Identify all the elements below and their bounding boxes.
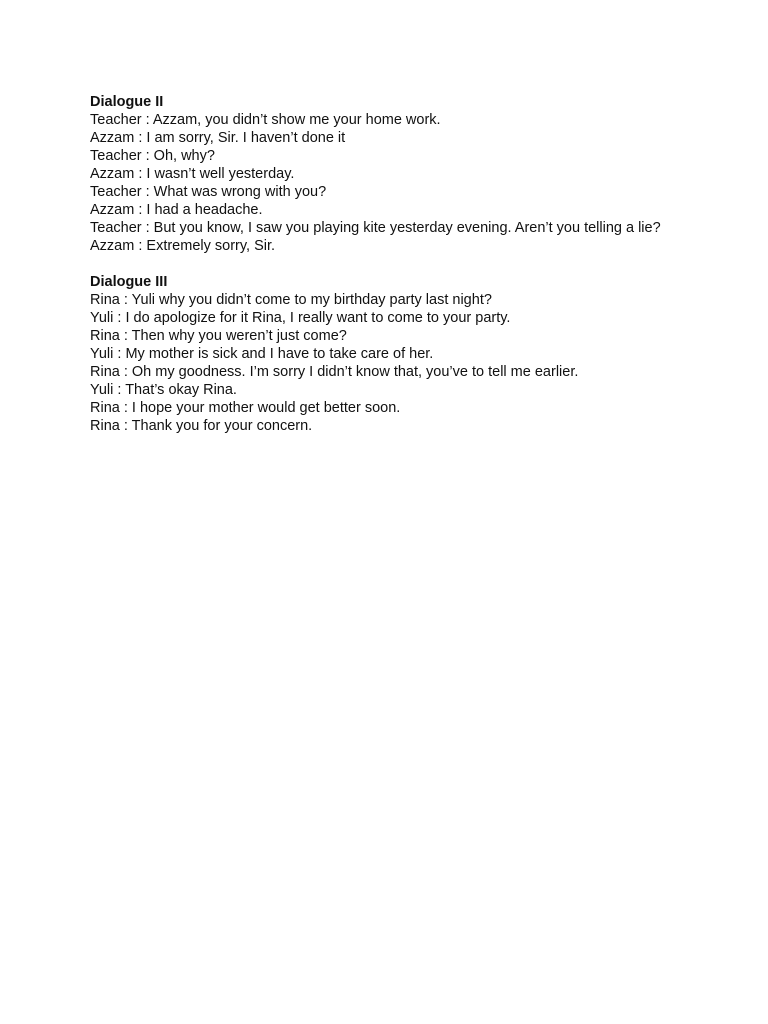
dialogue-3	[90, 273, 690, 435]
dialogue-line: Teacher : But you know, I saw you playing kite yesterday evening. Aren’t you telling a lie?	[90, 220, 661, 236]
dialogue-line: Rina : Then why you weren’t just come?	[90, 328, 347, 344]
dialogue-line: Azzam : I wasn’t well yesterday.	[90, 166, 295, 182]
dialogue-line: Azzam : I had a headache.	[90, 202, 263, 218]
dialogue-3-heading: Dialogue III	[90, 274, 168, 290]
dialogue-line: Teacher : What was wrong with you?	[90, 184, 327, 200]
dialogue-line: Yuli : That’s okay Rina.	[90, 382, 237, 398]
dialogue-line: Rina : Oh my goodness. I’m sorry I didn’t know that, you’ve to tell me earlier.	[90, 364, 579, 380]
dialogue-line: Teacher : Azzam, you didn’t show me your home work.	[90, 112, 441, 128]
dialogue-line: Yuli : My mother is sick and I have to take care of her.	[90, 346, 434, 362]
dialogue-2-heading: Dialogue II	[90, 94, 164, 110]
dialogue-2	[90, 93, 690, 255]
dialogue-line: Yuli : I do apologize for it Rina, I really want to come to your party.	[90, 310, 511, 326]
dialogue-line: Azzam : I am sorry, Sir. I haven’t done it	[90, 130, 346, 146]
dialogue-line: Rina : Thank you for your concern.	[90, 418, 313, 434]
dialogue-line: Rina : I hope your mother would get better soon.	[90, 400, 401, 416]
document-page	[90, 93, 690, 435]
dialogue-line: Azzam : Extremely sorry, Sir.	[90, 238, 276, 254]
dialogue-line: Teacher : Oh, why?	[90, 148, 215, 164]
dialogue-line: Rina : Yuli why you didn’t come to my birthday party last night?	[90, 292, 492, 308]
